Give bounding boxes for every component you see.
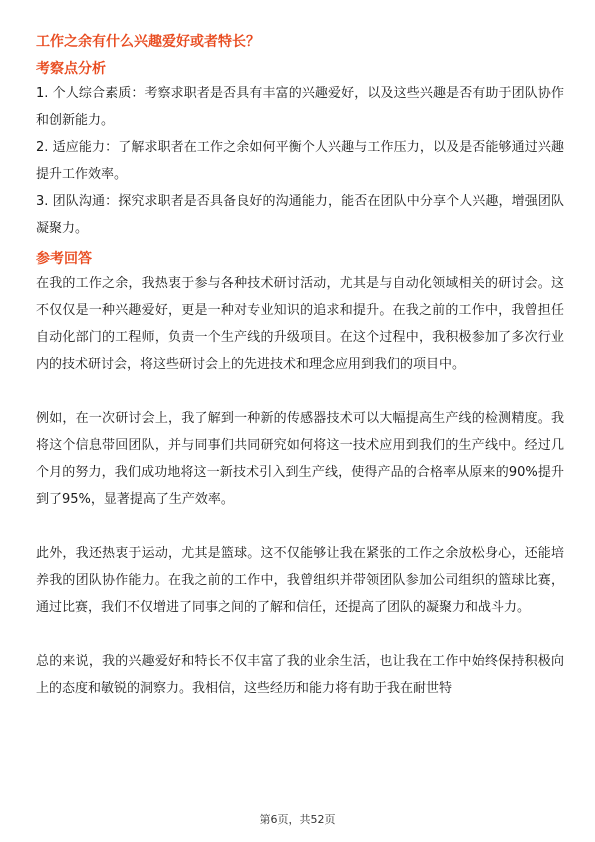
answer-paragraph-3: 此外，我还热衷于运动，尤其是篮球。这不仅能够让我在紧张的工作之余放松身心，还能培养我的团队协作能力。在我之前的工作中，我曾组织并带领团队参加公司组织的篮球比赛，通过比赛，我们不仅增进了同事之间的了解和信任，还提高了团队的凝聚力和战斗力。: [36, 546, 564, 615]
answer-paragraph-2: 例如，在一次研讨会上，我了解到一种新的传感器技术可以大幅提高生产线的检测精度。我将这个信息带回团队，并与同事们共同研究如何将这一技术应用到我们的生产线中。经过几个月的努力，我们成功地将这一新技术引入到生产线，使得产品的合格率从原来的90%提升到了95%，显著提高了生产效率。: [36, 411, 564, 507]
answer-body: [36, 270, 564, 702]
page-title: 工作之余有什么兴趣爱好或者特长？: [36, 34, 260, 50]
analysis-item-3: 3. 团队沟通：探究求职者是否具备良好的沟通能力，能否在团队中分享个人兴趣，增强团队凝聚力。: [36, 194, 564, 236]
answer-paragraph-4: 总的来说，我的兴趣爱好和特长不仅丰富了我的业余生活，也让我在工作中始终保持积极向上的态度和敏锐的洞察力。我相信，这些经历和能力将有助于我在耐世特: [36, 654, 564, 696]
page-indicator: 第6页，共52页: [259, 813, 336, 826]
answer-paragraph-1: 在我的工作之余，我热衷于参与各种技术研讨活动，尤其是与自动化领域相关的研讨会。这不仅仅是一种兴趣爱好，更是一种对专业知识的追求和提升。在我之前的工作中，我曾担任自动化部门的工程师，负责一个生产线的升级项目。在这个过程中，我积极参加了多次行业内的技术研讨会，将这些研讨会上的先进技术和理念应用到我们的项目中。: [36, 276, 564, 372]
answer-heading: 参考回答: [36, 251, 92, 267]
document-page: [36, 30, 564, 702]
analysis-item-1: 1. 个人综合素质：考察求职者是否具有丰富的兴趣爱好，以及这些兴趣是否有助于团队协作和创新能力。: [36, 86, 564, 128]
analysis-heading: 考察点分析: [36, 61, 106, 77]
analysis-list: [36, 80, 564, 242]
analysis-item-2: 2. 适应能力：了解求职者在工作之余如何平衡个人兴趣与工作压力，以及是否能够通过兴趣提升工作效率。: [36, 140, 564, 182]
